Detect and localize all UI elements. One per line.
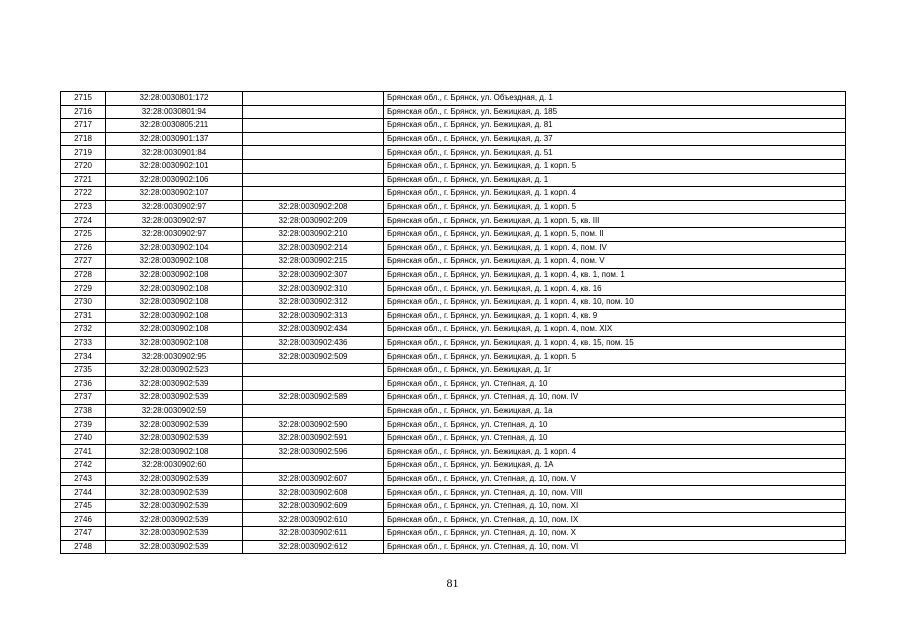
row-number-cell: 2747: [61, 527, 106, 541]
address-cell: Брянская обл., г. Брянск, ул. Степная, д. 10: [384, 418, 846, 432]
cadastral-number-cell: 32:28:0030801:172: [106, 92, 243, 106]
address-cell: Брянская обл., г. Брянск, ул. Степная, д. 10, пом. IV: [384, 391, 846, 405]
object-cadastral-number-cell: [243, 92, 384, 106]
table-row: [61, 105, 846, 119]
cadastral-number-cell: 32:28:0030902:539: [106, 486, 243, 500]
address-cell: Брянская обл., г. Брянск, ул. Степная, д. 10, пом. X: [384, 527, 846, 541]
object-cadastral-number-cell: 32:28:0030902:611: [243, 527, 384, 541]
cadastral-number-cell: 32:28:0030801:94: [106, 105, 243, 119]
row-number-cell: 2724: [61, 214, 106, 228]
row-number-cell: 2715: [61, 92, 106, 106]
address-cell: Брянская обл., г. Брянск, ул. Бежицкая, д. 1 корп. 5: [384, 200, 846, 214]
cadastral-number-cell: 32:28:0030902:539: [106, 472, 243, 486]
row-number-cell: 2745: [61, 499, 106, 513]
address-cell: Брянская обл., г. Брянск, ул. Бежицкая, д. 1г: [384, 363, 846, 377]
table-row: [61, 255, 846, 269]
object-cadastral-number-cell: [243, 363, 384, 377]
row-number-cell: 2729: [61, 282, 106, 296]
cadastral-number-cell: 32:28:0030902:108: [106, 295, 243, 309]
address-cell: Брянская обл., г. Брянск, ул. Бежицкая, д. 1 корп. 4: [384, 187, 846, 201]
row-number-cell: 2735: [61, 363, 106, 377]
table-row: [61, 132, 846, 146]
table-row: [61, 513, 846, 527]
address-cell: Брянская обл., г. Брянск, ул. Степная, д. 10, пом. VIII: [384, 486, 846, 500]
object-cadastral-number-cell: [243, 173, 384, 187]
address-cell: Брянская обл., г. Брянск, ул. Бежицкая, д. 1: [384, 173, 846, 187]
cadastral-number-cell: 32:28:0030902:108: [106, 336, 243, 350]
object-cadastral-number-cell: 32:28:0030902:307: [243, 268, 384, 282]
object-cadastral-number-cell: 32:28:0030902:612: [243, 540, 384, 554]
address-cell: Брянская обл., г. Брянск, ул. Степная, д. 10: [384, 431, 846, 445]
object-cadastral-number-cell: 32:28:0030902:209: [243, 214, 384, 228]
address-cell: Брянская обл., г. Брянск, ул. Бежицкая, д. 1 корп. 4, кв. 16: [384, 282, 846, 296]
row-number-cell: 2718: [61, 132, 106, 146]
table-row: [61, 404, 846, 418]
object-cadastral-number-cell: 32:28:0030902:610: [243, 513, 384, 527]
table-row: [61, 295, 846, 309]
table-row: [61, 214, 846, 228]
object-cadastral-number-cell: 32:28:0030902:609: [243, 499, 384, 513]
table-row: [61, 187, 846, 201]
cadastral-number-cell: 32:28:0030902:539: [106, 513, 243, 527]
row-number-cell: 2720: [61, 159, 106, 173]
address-cell: Брянская обл., г. Брянск, ул. Бежицкая, д. 1 корп. 4, кв. 9: [384, 309, 846, 323]
address-cell: Брянская обл., г. Брянск, ул. Степная, д. 10, пом. IX: [384, 513, 846, 527]
row-number-cell: 2717: [61, 119, 106, 133]
table-row: [61, 323, 846, 337]
object-cadastral-number-cell: [243, 187, 384, 201]
address-cell: Брянская обл., г. Брянск, ул. Бежицкая, д. 1 корп. 4: [384, 445, 846, 459]
row-number-cell: 2741: [61, 445, 106, 459]
table-row: [61, 418, 846, 432]
row-number-cell: 2744: [61, 486, 106, 500]
row-number-cell: 2739: [61, 418, 106, 432]
row-number-cell: 2732: [61, 323, 106, 337]
cadastral-number-cell: 32:28:0030805:211: [106, 119, 243, 133]
object-cadastral-number-cell: [243, 159, 384, 173]
table-row: [61, 119, 846, 133]
object-cadastral-number-cell: [243, 404, 384, 418]
address-cell: Брянская обл., г. Брянск, ул. Бежицкая, д. 1а: [384, 404, 846, 418]
address-cell: Брянская обл., г. Брянск, ул. Бежицкая, д. 1 корп. 4, кв. 10, пом. 10: [384, 295, 846, 309]
address-cell: Брянская обл., г. Брянск, ул. Бежицкая, д. 185: [384, 105, 846, 119]
cadastral-number-cell: 32:28:0030901:84: [106, 146, 243, 160]
cadastral-number-cell: 32:28:0030901:137: [106, 132, 243, 146]
table-row: [61, 527, 846, 541]
cadastral-number-cell: 32:28:0030902:539: [106, 527, 243, 541]
address-cell: Брянская обл., г. Брянск, ул. Степная, д. 10, пом. XI: [384, 499, 846, 513]
object-cadastral-number-cell: [243, 132, 384, 146]
address-cell: Брянская обл., г. Брянск, ул. Бежицкая, д. 1 корп. 4, пом. XIX: [384, 323, 846, 337]
table-row: [61, 445, 846, 459]
object-cadastral-number-cell: 32:28:0030902:210: [243, 227, 384, 241]
row-number-cell: 2734: [61, 350, 106, 364]
address-cell: Брянская обл., г. Брянск, ул. Бежицкая, д. 1 корп. 4, кв. 15, пом. 15: [384, 336, 846, 350]
row-number-cell: 2738: [61, 404, 106, 418]
object-cadastral-number-cell: [243, 459, 384, 473]
row-number-cell: 2726: [61, 241, 106, 255]
table-row: [61, 486, 846, 500]
cadastral-number-cell: 32:28:0030902:523: [106, 363, 243, 377]
object-cadastral-number-cell: 32:28:0030902:436: [243, 336, 384, 350]
cadastral-number-cell: 32:28:0030902:539: [106, 391, 243, 405]
object-cadastral-number-cell: [243, 377, 384, 391]
table-row: [61, 431, 846, 445]
address-cell: Брянская обл., г. Брянск, ул. Бежицкая, д. 1 корп. 4, пом. V: [384, 255, 846, 269]
address-cell: Брянская обл., г. Брянск, ул. Бежицкая, д. 1А: [384, 459, 846, 473]
row-number-cell: 2721: [61, 173, 106, 187]
row-number-cell: 2736: [61, 377, 106, 391]
table-row: [61, 241, 846, 255]
address-cell: Брянская обл., г. Брянск, ул. Степная, д. 10: [384, 377, 846, 391]
object-cadastral-number-cell: 32:28:0030902:589: [243, 391, 384, 405]
object-cadastral-number-cell: [243, 105, 384, 119]
cadastral-number-cell: 32:28:0030902:539: [106, 540, 243, 554]
cadastral-number-cell: 32:28:0030902:97: [106, 200, 243, 214]
address-cell: Брянская обл., г. Брянск, ул. Бежицкая, д. 51: [384, 146, 846, 160]
table-row: [61, 391, 846, 405]
object-cadastral-number-cell: 32:28:0030902:310: [243, 282, 384, 296]
cadastral-number-cell: 32:28:0030902:101: [106, 159, 243, 173]
object-cadastral-number-cell: 32:28:0030902:509: [243, 350, 384, 364]
cadastral-number-cell: 32:28:0030902:106: [106, 173, 243, 187]
object-cadastral-number-cell: [243, 146, 384, 160]
cadastral-number-cell: 32:28:0030902:539: [106, 418, 243, 432]
object-cadastral-number-cell: 32:28:0030902:608: [243, 486, 384, 500]
object-cadastral-number-cell: 32:28:0030902:312: [243, 295, 384, 309]
row-number-cell: 2716: [61, 105, 106, 119]
object-cadastral-number-cell: 32:28:0030902:590: [243, 418, 384, 432]
row-number-cell: 2742: [61, 459, 106, 473]
row-number-cell: 2730: [61, 295, 106, 309]
row-number-cell: 2722: [61, 187, 106, 201]
address-cell: Брянская обл., г. Брянск, ул. Степная, д. 10, пом. VI: [384, 540, 846, 554]
table-row: [61, 282, 846, 296]
address-cell: Брянская обл., г. Брянск, ул. Бежицкая, д. 1 корп. 5, пом. II: [384, 227, 846, 241]
cadastral-table: [60, 91, 846, 554]
cadastral-number-cell: 32:28:0030902:97: [106, 214, 243, 228]
cadastral-number-cell: 32:28:0030902:539: [106, 377, 243, 391]
table-row: [61, 363, 846, 377]
object-cadastral-number-cell: 32:28:0030902:591: [243, 431, 384, 445]
cadastral-number-cell: 32:28:0030902:60: [106, 459, 243, 473]
table-row: [61, 92, 846, 106]
object-cadastral-number-cell: [243, 119, 384, 133]
table-row: [61, 309, 846, 323]
table-row: [61, 377, 846, 391]
object-cadastral-number-cell: 32:28:0030902:313: [243, 309, 384, 323]
table-row: [61, 268, 846, 282]
address-cell: Брянская обл., г. Брянск, ул. Бежицкая, д. 1 корп. 5: [384, 350, 846, 364]
cadastral-number-cell: 32:28:0030902:108: [106, 323, 243, 337]
table-row: [61, 350, 846, 364]
row-number-cell: 2728: [61, 268, 106, 282]
object-cadastral-number-cell: 32:28:0030902:215: [243, 255, 384, 269]
row-number-cell: 2740: [61, 431, 106, 445]
table-row: [61, 540, 846, 554]
address-cell: Брянская обл., г. Брянск, ул. Объездная, д. 1: [384, 92, 846, 106]
object-cadastral-number-cell: 32:28:0030902:596: [243, 445, 384, 459]
table-body: [61, 92, 846, 554]
address-cell: Брянская обл., г. Брянск, ул. Бежицкая, д. 37: [384, 132, 846, 146]
object-cadastral-number-cell: 32:28:0030902:607: [243, 472, 384, 486]
row-number-cell: 2725: [61, 227, 106, 241]
row-number-cell: 2748: [61, 540, 106, 554]
object-cadastral-number-cell: 32:28:0030902:208: [243, 200, 384, 214]
page-number: 81: [446, 576, 459, 590]
table-row: [61, 499, 846, 513]
cadastral-number-cell: 32:28:0030902:539: [106, 431, 243, 445]
table-row: [61, 459, 846, 473]
table-row: [61, 173, 846, 187]
address-cell: Брянская обл., г. Брянск, ул. Бежицкая, д. 1 корп. 4, кв. 1, пом. 1: [384, 268, 846, 282]
address-cell: Брянская обл., г. Брянск, ул. Бежицкая, д. 1 корп. 4, пом. IV: [384, 241, 846, 255]
table-row: [61, 159, 846, 173]
cadastral-number-cell: 32:28:0030902:107: [106, 187, 243, 201]
row-number-cell: 2737: [61, 391, 106, 405]
cadastral-number-cell: 32:28:0030902:59: [106, 404, 243, 418]
row-number-cell: 2719: [61, 146, 106, 160]
row-number-cell: 2731: [61, 309, 106, 323]
row-number-cell: 2727: [61, 255, 106, 269]
row-number-cell: 2743: [61, 472, 106, 486]
cadastral-number-cell: 32:28:0030902:108: [106, 309, 243, 323]
cadastral-number-cell: 32:28:0030902:104: [106, 241, 243, 255]
address-cell: Брянская обл., г. Брянск, ул. Бежицкая, д. 1 корп. 5, кв. III: [384, 214, 846, 228]
address-cell: Брянская обл., г. Брянск, ул. Степная, д. 10, пом. V: [384, 472, 846, 486]
address-cell: Брянская обл., г. Брянск, ул. Бежицкая, д. 81: [384, 119, 846, 133]
table-row: [61, 227, 846, 241]
cadastral-number-cell: 32:28:0030902:108: [106, 255, 243, 269]
table-row: [61, 472, 846, 486]
cadastral-number-cell: 32:28:0030902:108: [106, 445, 243, 459]
row-number-cell: 2733: [61, 336, 106, 350]
table-row: [61, 336, 846, 350]
table-row: [61, 200, 846, 214]
object-cadastral-number-cell: 32:28:0030902:214: [243, 241, 384, 255]
object-cadastral-number-cell: 32:28:0030902:434: [243, 323, 384, 337]
cadastral-number-cell: 32:28:0030902:108: [106, 282, 243, 296]
row-number-cell: 2723: [61, 200, 106, 214]
row-number-cell: 2746: [61, 513, 106, 527]
document-page: [60, 91, 845, 554]
cadastral-number-cell: 32:28:0030902:108: [106, 268, 243, 282]
cadastral-number-cell: 32:28:0030902:539: [106, 499, 243, 513]
table-row: [61, 146, 846, 160]
address-cell: Брянская обл., г. Брянск, ул. Бежицкая, д. 1 корп. 5: [384, 159, 846, 173]
cadastral-number-cell: 32:28:0030902:97: [106, 227, 243, 241]
cadastral-number-cell: 32:28:0030902:95: [106, 350, 243, 364]
